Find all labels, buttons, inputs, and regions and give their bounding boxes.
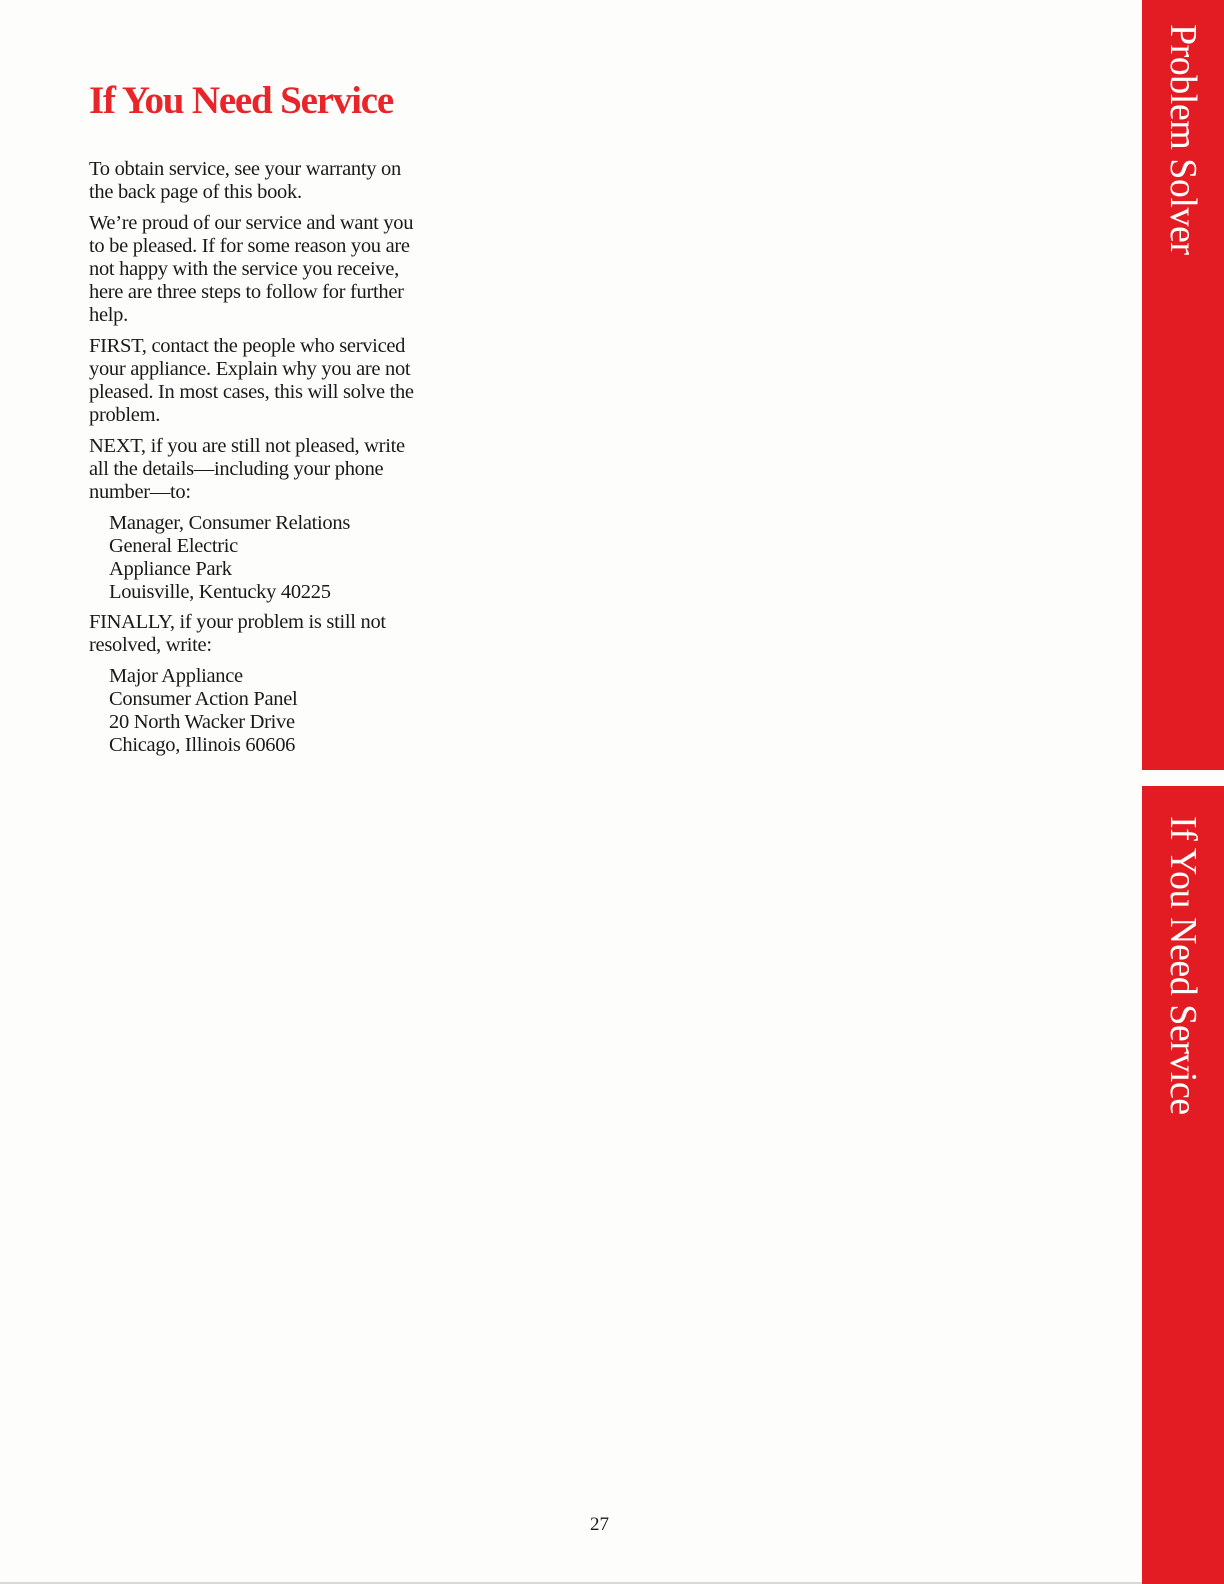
- tab-if-you-need-service[interactable]: [1142, 786, 1224, 1584]
- address-line: Consumer Action Panel: [109, 688, 298, 710]
- tab-divider: [1142, 770, 1224, 786]
- tab-label: Problem Solver: [1162, 24, 1204, 255]
- page-number: 27: [590, 1514, 609, 1535]
- tab-problem-solver[interactable]: [1142, 0, 1224, 770]
- proud-paragraph: We’re proud of our service and want you to be pleased. If for some reason you are not happy with the service you receive, here are three steps to follow for further help.: [89, 212, 414, 326]
- address-line: Louisville, Kentucky 40225: [109, 581, 331, 603]
- intro-paragraph: To obtain service, see your warranty on the back page of this book.: [89, 158, 401, 203]
- consumer-action-panel-address: [109, 665, 419, 757]
- first-step-paragraph: FIRST, contact the people who serviced your appliance. Explain why you are not pleased. In most cases, this will solve the problem.: [89, 335, 414, 426]
- finally-step-paragraph: FINALLY, if your problem is still not resolved, write:: [89, 611, 386, 656]
- address-line: General Electric: [109, 535, 238, 557]
- consumer-relations-address: [109, 512, 419, 604]
- address-line: Chicago, Illinois 60606: [109, 734, 296, 756]
- address-line: Major Appliance: [109, 665, 243, 687]
- address-line: Manager, Consumer Relations: [109, 512, 351, 534]
- address-line: Appliance Park: [109, 558, 232, 580]
- page-title: If You Need Service: [89, 79, 393, 122]
- next-step-paragraph: NEXT, if you are still not pleased, write all the details—including your phone number—to:: [89, 435, 405, 503]
- tab-label: If You Need Service: [1162, 816, 1204, 1115]
- body-text: [89, 158, 419, 764]
- address-line: 20 North Wacker Drive: [109, 711, 295, 733]
